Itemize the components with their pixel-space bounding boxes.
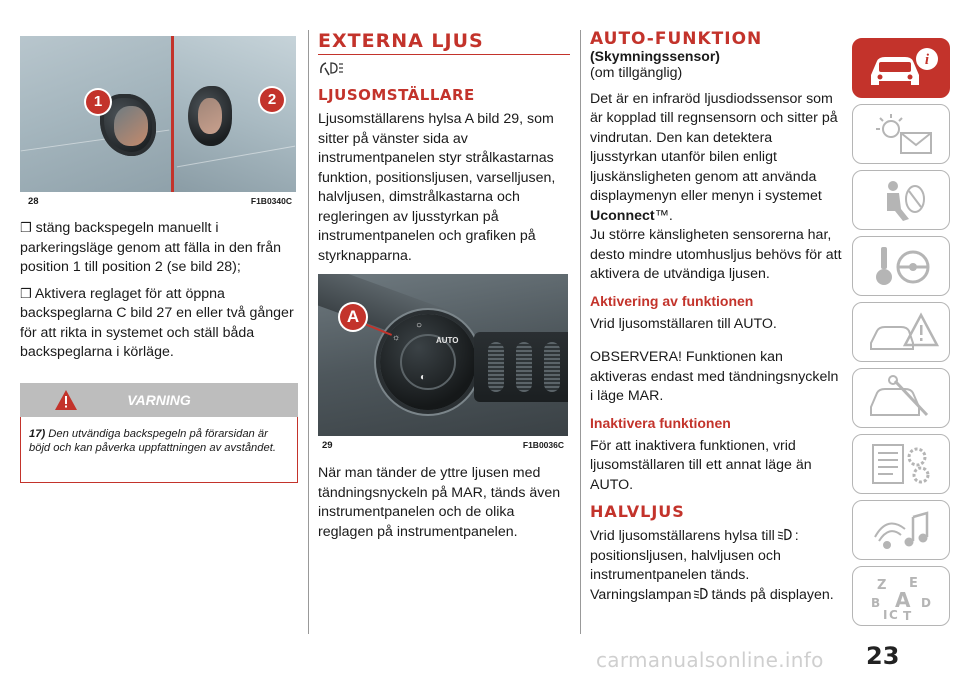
heading-activation: Aktivering av funktionen [590, 292, 754, 309]
section-heading-external-lights: EXTERNA LJUS [318, 30, 570, 55]
svg-text:I: I [883, 608, 888, 621]
low-beam-icon [777, 528, 793, 541]
figure-label-1: 1 [86, 90, 110, 114]
figure-28 [20, 30, 296, 210]
subtitle-twilight-sensor: (Skymningssensor) [590, 48, 720, 64]
light-switch-knob: AUTO ○ ☼ ◐ [380, 314, 476, 410]
column-1 [20, 30, 298, 483]
figure-caption [318, 438, 568, 454]
car-info-icon [865, 45, 939, 93]
tab-technical-data[interactable] [852, 434, 950, 494]
button-panel [474, 332, 568, 402]
headlight-switch-icon [318, 59, 344, 77]
low-beam-warning-lamp-icon [693, 587, 709, 600]
paragraph: För att inaktivera funktionen, vrid ljusomställaren till ett annat läge än AUTO. [590, 437, 812, 493]
column-divider-1 [308, 30, 309, 634]
svg-text:D: D [921, 596, 931, 610]
paragraph: positionsljusen, halvljusen och instrumentpanelen tänds. [590, 547, 781, 583]
subheading-light-switch: LJUSOMSTÄLLARE [318, 86, 475, 104]
warning-header [20, 383, 298, 417]
checkbox-bullet-icon: ❒ [20, 285, 32, 301]
svg-text:C: C [889, 608, 898, 621]
multimedia-icon [865, 507, 939, 555]
tab-index[interactable] [852, 566, 950, 626]
paragraph: Ljusomställarens hylsa A bild 29, som sitter på vänster sida av instrumentpanelen styr strålkastarnas funktion, positionsljusen, varselljusen, halvljusen, dimstrålkastarna och regleringen av ljusstyrkan på instrumentpanelen och grafiken på styrknapparna. [318, 111, 556, 264]
svg-text:B: B [871, 596, 881, 610]
figure-29 [318, 274, 568, 454]
key-steering-wheel-icon [865, 243, 939, 291]
watermark: carmanualsonline.info [596, 648, 824, 672]
car-wrench-icon [865, 375, 939, 423]
figure-caption [20, 194, 296, 210]
paragraph: Det är en infraröd ljusdiodssensor som är kopplad till regnsensorn och sitter på vindrutan. Den kan detektera ljusstyrkan utanför bilen enligt ljuskänsligheten genom att använda displaymenyn eller menyn i systemet [590, 90, 838, 204]
tab-dashboard-info[interactable] [852, 38, 950, 98]
heading-low-beam: HALVLJUS [590, 502, 685, 521]
mirror-folded-shape [188, 86, 232, 146]
warning-title: VARNING [127, 391, 191, 408]
auto-label: AUTO [436, 336, 459, 345]
breakdown-warning-icon [865, 309, 939, 357]
mirror-photo [20, 36, 296, 192]
tab-multimedia[interactable] [852, 500, 950, 560]
section-heading-auto-function: AUTO-FUNKTION [590, 29, 763, 49]
availability-note: (om tillgänglig) [590, 65, 683, 81]
document-gears-icon [865, 441, 939, 489]
paragraph: Ju större känsligheten sensorerna har, desto mindre utomhusljus behövs för att aktivera de utvändiga ljusen. [590, 227, 842, 282]
tab-emergency[interactable] [852, 302, 950, 362]
column-divider-2 [580, 30, 581, 634]
column-2 [318, 30, 570, 548]
figure-code: F1B0036C [522, 440, 564, 450]
alphabet-index-icon [865, 573, 939, 621]
warning-ref: 17) [29, 427, 46, 440]
figure-label-a: A [340, 304, 366, 330]
checkbox-bullet-icon: ❒ [20, 220, 32, 235]
heading-deactivation: Inaktivera funktionen [590, 414, 731, 431]
column-3: AUTO-FUNKTION (Skymningssensor) (om tillgänglig) Det är en infraröd ljusdiodssensor som är kopplad till regnsensorn och sitter på vindrutan. Den kan detektera ljusstyrkan utanför bilen enligt ljuskänsligheten genom att använda displaymenyn eller menyn i systemet Uconnect™. Ju större känsligheten sensorerna har, desto mindre utomhusljus behövs för att aktivera de utvändiga ljusen. Aktivering av funktionen Vrid ljusomställaren till AUTO. OBSERVERA! Funktionen kan aktiveras endast med tändningsnyckeln i läge MAR. Inaktivera funktionen För att inaktivera funktionen, vrid ljusomställaren till ett annat läge än AUTO. HALVLJUS Vrid ljusomställarens hylsa till : positionsljusen, halvljusen och instrumentpanelen tänds. Varningslampan tänds på displayen. [590, 29, 842, 603]
note-paragraph: OBSERVERA! Funktionen kan aktiveras endast med tändningsnyckeln i läge MAR. [590, 349, 839, 404]
svg-text:T: T [903, 609, 912, 621]
paragraph: Vrid ljusomställaren till AUTO. [590, 315, 777, 332]
figure-number: 28 [28, 196, 39, 207]
light-mail-icon [865, 111, 939, 159]
paragraph: När man tänder de yttre ljusen med tändningsnyckeln på MAR, tänds även instrumentpanelen och de olika reglagen på instrumentpanelen. [318, 465, 561, 540]
svg-text:A: A [895, 588, 911, 612]
list-item: ❒ Aktivera reglaget för att öppna backspeglarna C bild 27 en eller två gånger för att rikta in systemet och ställ båda backspeglarna i körläge. [20, 285, 294, 360]
tab-maintenance[interactable] [852, 368, 950, 428]
figure-number: 29 [322, 440, 333, 451]
figure-label-2: 2 [260, 88, 284, 112]
warning-body [20, 417, 298, 483]
light-switch-photo [318, 274, 568, 436]
svg-text:E: E [909, 576, 918, 591]
brand-name: Uconnect [590, 207, 655, 224]
warning-text: Den utvändiga backspegeln på förarsidan är böjd och kan påverka uppfattningen av avståndet. [29, 427, 276, 454]
tab-starting-driving[interactable] [852, 236, 950, 296]
tab-safety[interactable] [852, 170, 950, 230]
list-item: ❒ stäng backspegeln manuellt i parkeringsläge genom att fälla in den från position 1 till position 2 (se bild 28); [20, 220, 282, 275]
tab-lights-signals[interactable] [852, 104, 950, 164]
svg-text:Z: Z [877, 578, 887, 593]
svg-text:i: i [924, 52, 930, 68]
page-number: 23 [866, 642, 900, 670]
airbag-seat-icon [865, 177, 939, 225]
figure-code: F1B0340C [250, 196, 292, 206]
